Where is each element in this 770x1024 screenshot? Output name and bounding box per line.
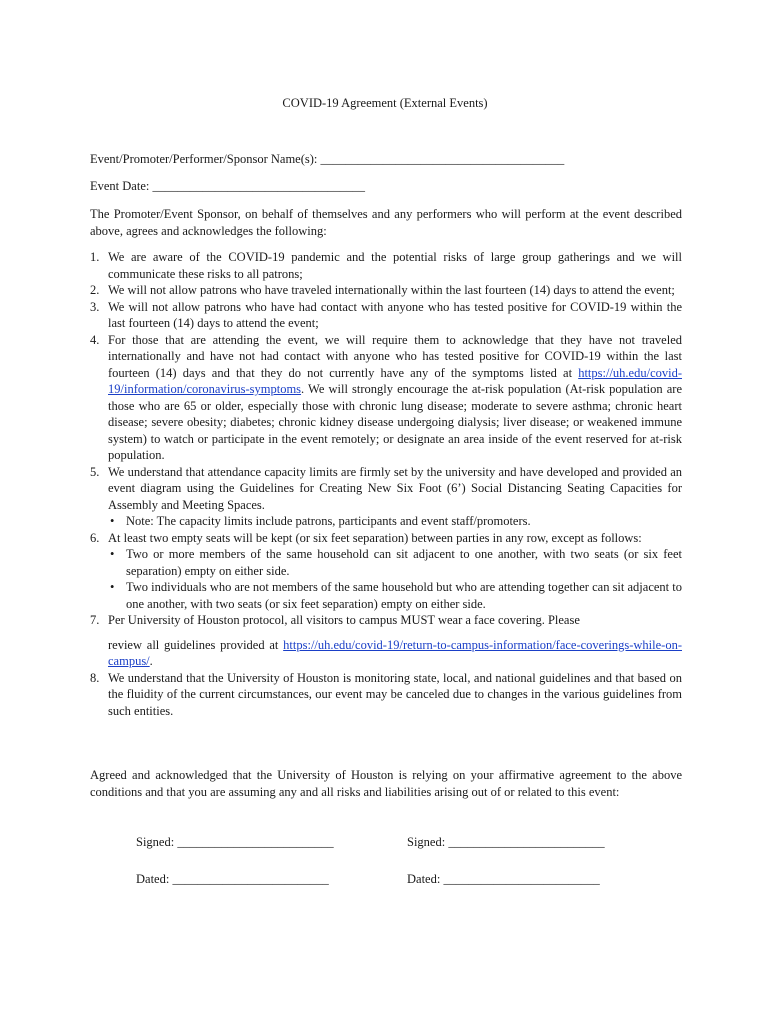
item-text-continued: review all guidelines provided at: [108, 637, 284, 652]
list-item: [90, 530, 682, 613]
item-text: For those that are attending the event, we will require them to acknowledge that they have not traveled internationally and have not had contact with anyone who has tested positive for COVID-19 within the last fourteen (14) days and that they do not currently have any of the symptoms listed at: [108, 332, 682, 380]
dated-blank[interactable]: _________________________: [443, 872, 600, 886]
event-date-blank: __________________________________: [152, 179, 365, 193]
item-text-continued: . We will strongly encourage the at-risk population (At-risk population are those who are 65 or older, especially those with chronic lung disease; moderate to severe asthma; chronic heart disease; severe obesity; diabetes; chronic kidney disease undergoing dialysis; liver disease; or weakened immune system) to watch or participate in the event remotely; or designate an area inside of the event reserved for at-risk population.: [108, 382, 682, 462]
item-text: Per University of Houston protocol, all visitors to campus MUST wear a face covering. Please: [108, 613, 580, 627]
item-text: We will not allow patrons who have had contact with anyone who has tested positive for COVID-19 within the last fourteen (14) days to attend the event;: [108, 299, 682, 330]
bullet-text: Two individuals who are not members of the same household but who are attending together can sit adjacent to one another, with two seats (or six feet separation) empty on either side.: [126, 580, 682, 611]
face-coverings-link[interactable]: https://uh.edu/covid-19/return-to-campus-information/face-coverings-while-on-campus/: [108, 637, 682, 668]
item-text-end: .: [149, 654, 153, 668]
dated-line-right: [407, 871, 600, 887]
item-text: We understand that attendance capacity limits are firmly set by the university and have developed and provided an event diagram using the Guidelines for Creating New Six Foot (6’) Social Distancing Seating Capacities for Assembly and Meeting Spaces.: [108, 464, 682, 512]
intro-paragraph: The Promoter/Event Sponsor, on behalf of themselves and any performers who will perform at the event described above, agrees and acknowledges the following:: [90, 207, 682, 238]
item-text: We will not allow patrons who have traveled internationally within the last fourteen (14) days to attend the event;: [108, 283, 675, 297]
item-number: 3.: [90, 299, 100, 314]
bullet-text: Note: The capacity limits include patrons, participants and event staff/promoters.: [126, 514, 531, 528]
bullet-text: Two or more members of the same household can sit adjacent to one another, with two seats (or six feet separation) empty on either side.: [126, 547, 682, 578]
signed-line-right: [407, 834, 605, 850]
dated-blank[interactable]: _________________________: [172, 872, 329, 886]
item-number: 4.: [90, 332, 100, 347]
names-line: [90, 151, 564, 167]
bullet-icon: •: [110, 547, 115, 561]
closing-paragraph: Agreed and acknowledged that the University of Houston is relying on your affirmative agreement to the above conditions and that you are assuming any and all risks and liabilities arising out of or related to this event:: [90, 768, 682, 799]
sub-bullet-list: [108, 546, 682, 612]
signed-blank[interactable]: _________________________: [177, 835, 334, 849]
event-date-label: Event Date:: [90, 179, 150, 193]
names-label: Event/Promoter/Performer/Sponsor Name(s):: [90, 152, 318, 166]
dated-label: Dated:: [407, 872, 441, 886]
item-number: 1.: [90, 250, 100, 264]
list-item: [90, 332, 682, 464]
item-text: We understand that the University of Houston is monitoring state, local, and national guidelines and that based on the fluidity of the current circumstances, our event may be canceled due to changes in the various guidelines from such entities.: [108, 670, 682, 718]
dated-label: Dated:: [136, 872, 170, 886]
item-number: 5.: [90, 464, 100, 479]
item-number: 8.: [90, 670, 100, 685]
item-text: We are aware of the COVID-19 pandemic and the potential risks of large group gatherings and we will communicate these risks to all patrons;: [108, 250, 682, 281]
signed-line-left: [136, 834, 334, 850]
list-item: [90, 670, 682, 720]
signed-blank[interactable]: _________________________: [448, 835, 605, 849]
sub-bullet-item: [108, 546, 682, 579]
sub-bullet-list: [108, 513, 682, 530]
item-number: 2.: [90, 283, 100, 297]
sub-bullet-item: [108, 579, 682, 612]
bullet-icon: •: [110, 580, 115, 594]
document-title: COVID-19 Agreement (External Events): [282, 96, 488, 110]
list-item: [90, 464, 682, 530]
signed-label: Signed:: [407, 835, 446, 849]
list-item: [90, 299, 682, 332]
symptoms-link[interactable]: https://uh.edu/covid-19/information/coronavirus-symptoms: [108, 365, 682, 396]
bullet-icon: •: [110, 514, 115, 528]
item-number: 6.: [90, 530, 100, 545]
item-text: At least two empty seats will be kept (or six feet separation) between parties in any row, except as follows:: [108, 530, 642, 545]
list-item: [90, 249, 682, 282]
event-date-line: [90, 178, 365, 194]
list-item: [90, 612, 682, 670]
sub-bullet-item: [108, 513, 682, 530]
signed-label: Signed:: [136, 835, 175, 849]
item-number: 7.: [90, 613, 100, 627]
dated-line-left: [136, 871, 329, 887]
names-blank: _______________________________________: [320, 152, 565, 166]
acknowledgement-list: [90, 249, 682, 719]
list-item: [90, 282, 682, 299]
